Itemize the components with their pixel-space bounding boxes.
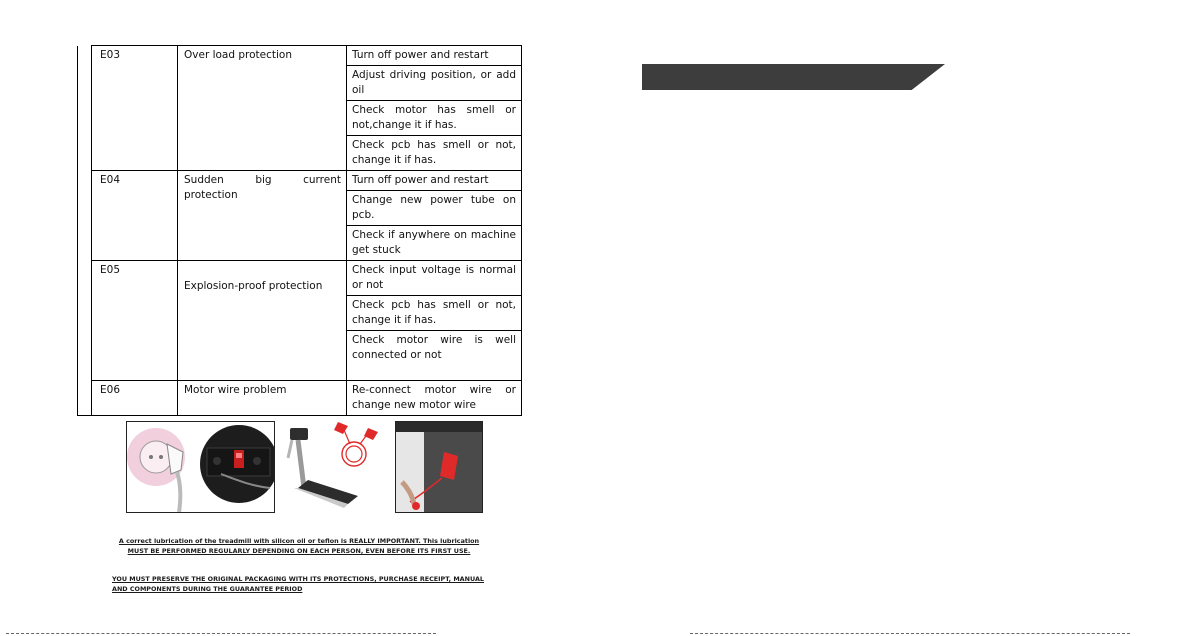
power-plug-photo — [126, 421, 275, 513]
page-bottom-rule — [6, 633, 436, 634]
solution-cell: Check if anywhere on machine get stuck — [347, 226, 522, 261]
solution-cell: Adjust driving position, or add oil — [347, 66, 522, 101]
error-description: Explosion-proof protection — [178, 261, 347, 381]
treadmill-icon — [280, 418, 392, 514]
error-description: Motor wire problem — [178, 381, 347, 416]
solution-cell: Check pcb has smell or not, change it if has. — [347, 136, 522, 171]
error-code: E03 — [92, 46, 178, 171]
solution-cell: Re-connect motor wire or change new motor wire — [347, 381, 522, 416]
solution-cell: Check motor wire is well connected or not — [347, 331, 522, 381]
page-bottom-rule — [690, 633, 1130, 634]
safety-clip-icon — [396, 422, 482, 512]
treadmill-safety-key-photo — [280, 418, 392, 514]
solution-cell: Turn off power and restart — [347, 46, 522, 66]
error-code-table — [77, 45, 522, 416]
table-left-margin — [78, 261, 92, 381]
error-code: E04 — [92, 171, 178, 261]
solution-cell: Turn off power and restart — [347, 171, 522, 191]
error-description: Over load protection — [178, 46, 347, 171]
lubrication-note: A correct lubrication of the treadmill with silicon oil or teflon is REALLY IMPORTANT. This lubrication MUST BE PERFORMED REGULARLY DEPENDING ON EACH PERSON, EVEN BEFORE ITS FIRST USE. — [118, 537, 480, 555]
table-left-margin — [78, 46, 92, 171]
solution-cell: Check input voltage is normal or not — [347, 261, 522, 296]
power-plug-icon — [127, 422, 274, 512]
packaging-note: YOU MUST PRESERVE THE ORIGINAL PACKAGING WITH ITS PROTECTIONS, PURCHASE RECEIPT, MANUAL AND COMPONENTS DURING THE GUARANTEE PERIOD — [112, 575, 484, 593]
safety-clip-photo — [395, 421, 483, 513]
solution-cell: Check pcb has smell or not, change it if has. — [347, 296, 522, 331]
section-banner — [642, 64, 945, 90]
solution-cell: Check motor has smell or not,change it if has. — [347, 101, 522, 136]
table-left-margin — [78, 171, 92, 261]
error-code: E05 — [92, 261, 178, 381]
error-code: E06 — [92, 381, 178, 416]
error-description: Sudden big current protection — [178, 171, 347, 261]
table-left-margin — [78, 381, 92, 416]
solution-cell: Change new power tube on pcb. — [347, 191, 522, 226]
